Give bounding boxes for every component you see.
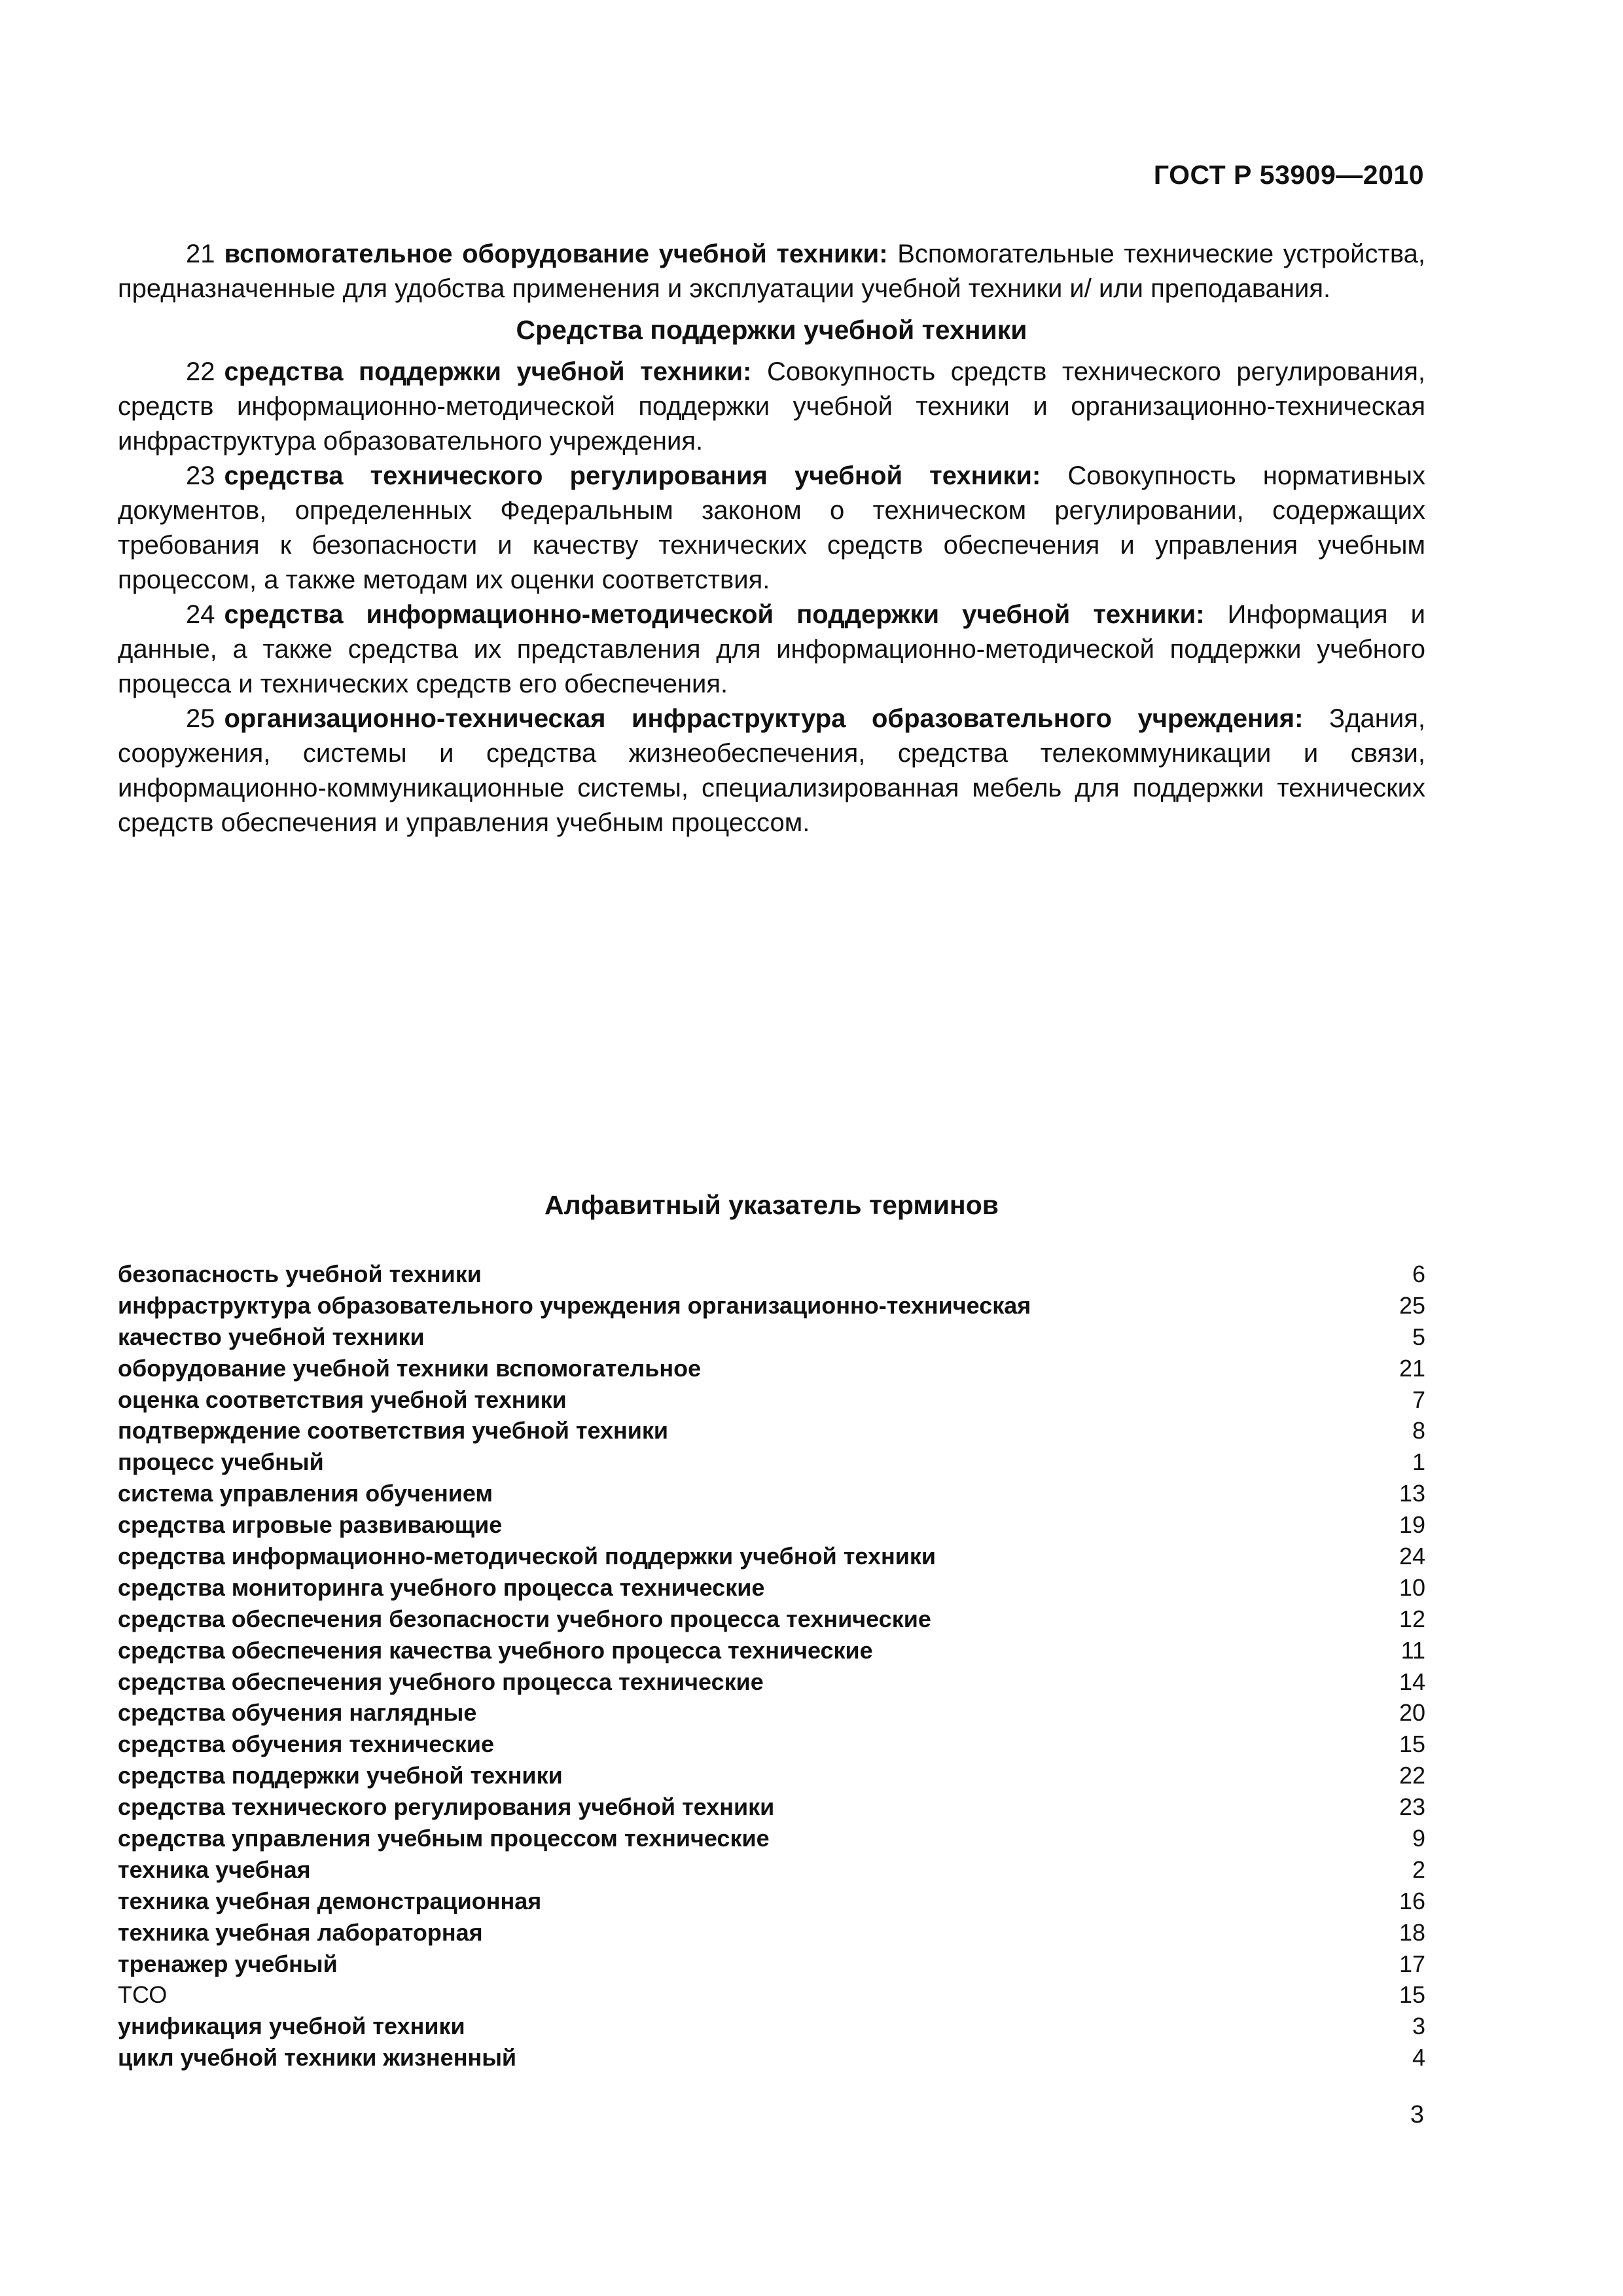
index-term-number: 6 xyxy=(1412,1261,1425,1287)
terms-section xyxy=(118,237,1425,840)
index-term-number: 18 xyxy=(1399,1918,1425,1946)
index-term: средства поддержки учебной техники xyxy=(118,1762,563,1789)
index-term-number: 7 xyxy=(1412,1386,1425,1413)
term-entry xyxy=(118,598,1425,702)
page-number: 3 xyxy=(1410,2101,1424,2128)
index-term-number: 13 xyxy=(1399,1480,1425,1507)
index-entry xyxy=(118,1948,1425,1980)
term-name: организационно-техническая инфраструктура образовательного учреждения: xyxy=(224,704,1304,733)
index-term: безопасность учебной техники xyxy=(118,1261,482,1287)
index-term-number: 20 xyxy=(1399,1699,1425,1727)
index-entry xyxy=(118,1290,1425,1321)
index-term-number: 1 xyxy=(1412,1448,1425,1476)
index-title: Алфавитный указатель терминов xyxy=(544,1190,999,1220)
index-entry xyxy=(118,1259,1425,1290)
index-term-number: 5 xyxy=(1412,1323,1425,1350)
index-entry xyxy=(118,1729,1425,1760)
term-definition: Информация и данные, а также средства их представления для информационно-методической поддержки учебного процесса и технических средств его обеспечения. xyxy=(118,600,1426,698)
index-term-number: 12 xyxy=(1399,1605,1425,1632)
term-definition: Здания, сооружения, системы и средства жизнеобеспечения, средства телекоммуникации и связи, информационно-коммуникационные системы, специализированная мебель для поддержки технических средств обеспечения и управления учебным процессом. xyxy=(118,704,1425,837)
index-term: унификация учебной техники xyxy=(118,2013,465,2040)
index-term-number: 23 xyxy=(1399,1793,1425,1821)
index-term: средства обеспечения качества учебного процесса технические xyxy=(118,1636,873,1664)
index-term: инфраструктура образовательного учреждения организационно-техническая xyxy=(118,1291,1031,1319)
index-term-number: 15 xyxy=(1399,1731,1425,1758)
term-number: 24 xyxy=(186,600,215,629)
index-term: техника учебная xyxy=(118,1856,311,1883)
index-term: техника учебная демонстрационная xyxy=(118,1887,542,1914)
index-list xyxy=(118,1259,1425,2073)
index-term-number: 24 xyxy=(1399,1543,1425,1570)
index-entry xyxy=(118,1353,1425,1384)
index-term: средства обучения технические xyxy=(118,1731,495,1758)
index-term-number: 17 xyxy=(1399,1950,1425,1977)
index-entry xyxy=(118,2042,1425,2073)
index-entry xyxy=(118,1478,1425,1509)
index-term: оборудование учебной техники вспомогательное xyxy=(118,1354,702,1382)
index-term-number: 14 xyxy=(1399,1668,1425,1695)
index-term: средства технического регулирования учебной техники xyxy=(118,1793,775,1821)
index-term: средства мониторинга учебного процесса технические xyxy=(118,1573,765,1601)
index-term: ТСО xyxy=(118,1981,168,2009)
index-term: качество учебной техники xyxy=(118,1323,425,1350)
term-entry xyxy=(118,237,1425,306)
term-number: 23 xyxy=(186,461,215,490)
index-term: средства информационно-методической поддержки учебной техники xyxy=(118,1543,936,1570)
index-entry xyxy=(118,1604,1425,1635)
index-term-number: 16 xyxy=(1399,1887,1425,1914)
standard-number: ГОСТ Р 53909—2010 xyxy=(1153,160,1424,190)
index-entry xyxy=(118,1791,1425,1823)
term-entry xyxy=(118,702,1425,840)
index-entry xyxy=(118,1979,1425,2011)
term-name: средства поддержки учебной техники: xyxy=(224,357,752,386)
index-entry xyxy=(118,1415,1425,1446)
term-entry xyxy=(118,459,1425,598)
index-entry xyxy=(118,1635,1425,1666)
index-entry xyxy=(118,2011,1425,2042)
index-entry xyxy=(118,1823,1425,1854)
index-term-number: 11 xyxy=(1400,1636,1425,1664)
index-entry xyxy=(118,1886,1425,1917)
index-term-number: 4 xyxy=(1412,2044,1425,2072)
index-entry xyxy=(118,1509,1425,1541)
index-entry xyxy=(118,1697,1425,1729)
term-number: 25 xyxy=(186,704,215,733)
index-term: цикл учебной техники жизненный xyxy=(118,2044,517,2072)
term-name: средства информационно-методической поддержки учебной техники: xyxy=(224,600,1205,629)
index-term: техника учебная лабораторная xyxy=(118,1918,483,1946)
index-term-number: 9 xyxy=(1412,1825,1425,1852)
term-definition: Вспомогательные технические устройства, предназначенные для удобства применения и эксплуатации учебной техники и/ или преподавания. xyxy=(118,240,1425,303)
index-term: процесс учебный xyxy=(118,1448,324,1476)
index-term: средства управления учебным процессом технические xyxy=(118,1825,770,1852)
index-term-number: 3 xyxy=(1412,2013,1425,2040)
index-entry xyxy=(118,1541,1425,1572)
index-entry xyxy=(118,1917,1425,1948)
index-term-number: 10 xyxy=(1399,1573,1425,1601)
index-term: тренажер учебный xyxy=(118,1950,338,1977)
term-number: 21 xyxy=(186,240,215,268)
term-definition: Совокупность нормативных документов, определенных Федеральным законом о техническом регулировании, содержащих требования к безопасности и качеству технических средств обеспечения и управления учебным процессом, а также методам их оценки соответствия. xyxy=(118,461,1425,594)
index-term-number: 8 xyxy=(1412,1417,1425,1444)
index-term-number: 2 xyxy=(1412,1856,1425,1883)
index-term-number: 21 xyxy=(1399,1354,1425,1382)
index-entry xyxy=(118,1446,1425,1478)
index-term: средства обеспечения учебного процесса технические xyxy=(118,1668,764,1695)
index-entry xyxy=(118,1666,1425,1698)
index-term: система управления обучением xyxy=(118,1480,493,1507)
section-heading: Средства поддержки учебной техники xyxy=(516,315,1027,345)
term-definition: Совокупность средств технического регулирования, средств информационно-методической поддержки учебной техники и организационно-техническая инфраструктура образовательного учреждения. xyxy=(118,357,1425,456)
index-entry xyxy=(118,1854,1425,1886)
index-entry xyxy=(118,1321,1425,1353)
term-entry xyxy=(118,355,1425,459)
index-entry xyxy=(118,1572,1425,1604)
index-entry xyxy=(118,1760,1425,1791)
term-number: 22 xyxy=(186,357,215,386)
index-term-number: 25 xyxy=(1399,1291,1425,1319)
index-term-number: 15 xyxy=(1399,1981,1425,2009)
index-term: средства игровые развивающие xyxy=(118,1511,503,1539)
index-term: оценка соответствия учебной техники xyxy=(118,1386,567,1413)
index-entry xyxy=(118,1384,1425,1416)
index-term: средства обучения наглядные xyxy=(118,1699,477,1727)
index-term-number: 22 xyxy=(1399,1762,1425,1789)
index-term-number: 19 xyxy=(1399,1511,1425,1539)
index-term: подтверждение соответствия учебной техники xyxy=(118,1417,669,1444)
index-term: средства обеспечения безопасности учебного процесса технические xyxy=(118,1605,931,1632)
term-name: средства технического регулирования учебной техники: xyxy=(224,461,1041,490)
term-name: вспомогательное оборудование учебной техники: xyxy=(224,240,888,268)
